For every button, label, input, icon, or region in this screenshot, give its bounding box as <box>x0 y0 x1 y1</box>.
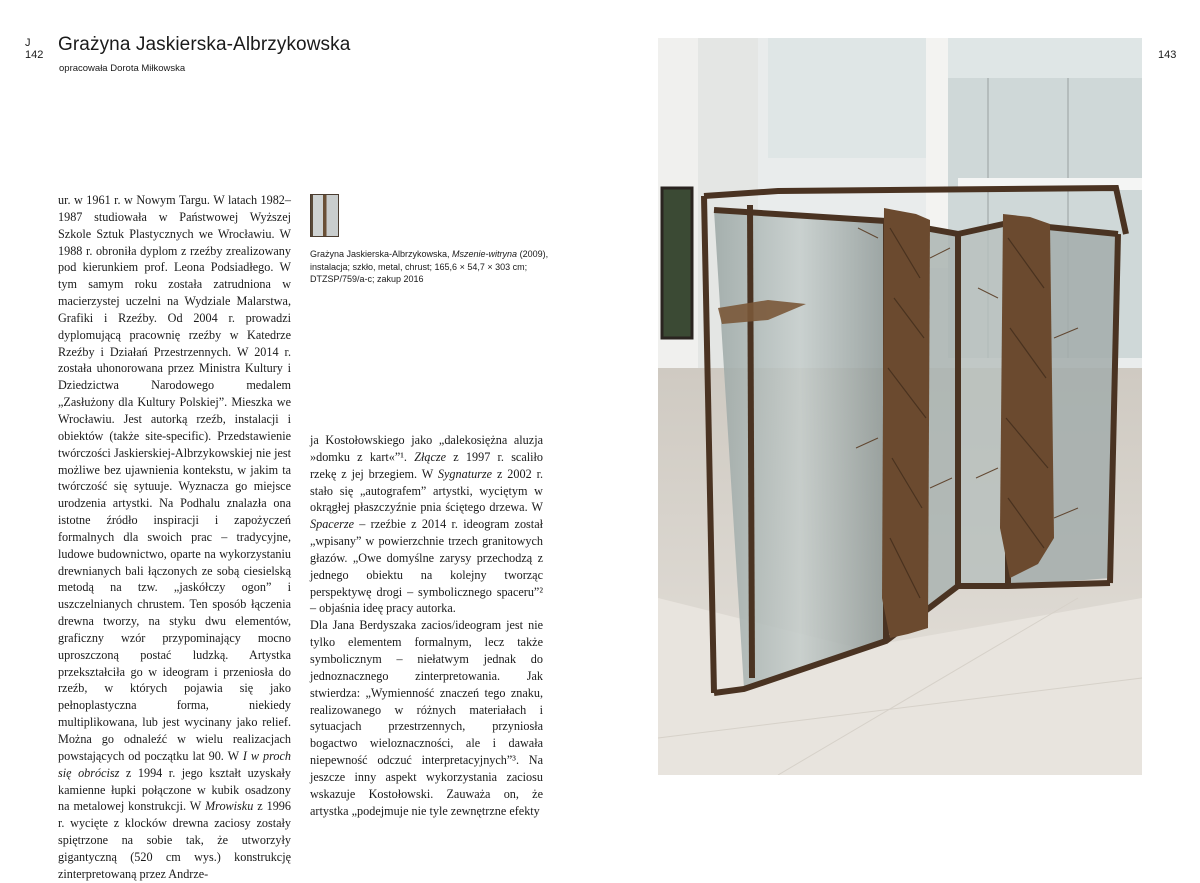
paragraph: Dla Jana Berdyszaka zacios/ideogram jest nie tylko elementem formalnym, lecz także symbolicznym – niełatwym jednak do jednoznacznego zinterpretowania. Jak stwierdza: „Wymienność znaczeń tego znaku, realizowanego w różnych materiałach i sytuacjach przestrzennych, przyniosła bogactwo wieloznaczności, ale i dawała niepewność odczuć interpretacyjnych”³. Na jeszcze inny aspekt wykorzystania zaciosu wskazuje Kostołowski. Zauważa on, że artystka „podejmuje nie tyle zewnętrzne efekty <box>310 618 543 818</box>
installation-photo <box>658 38 1142 775</box>
text-run: ja Kostołowskiego jako „dalekosiężna aluzja »domku z kart«”¹. <box>310 433 543 464</box>
body-column-1 <box>58 192 291 883</box>
body-column-2 <box>310 432 543 819</box>
page-number-left: 142 <box>25 49 44 61</box>
work-title: Mrowisku <box>205 799 254 814</box>
caption-inventory: DTZSP/759/a-c; zakup 2016 <box>310 274 424 284</box>
figure-caption <box>310 248 550 286</box>
byline: opracowała Dorota Miłkowska <box>59 63 186 74</box>
work-title: Złącze <box>414 449 447 464</box>
caption-details: instalacja; szkło, metal, chrust; 165,6 × 54,7 × 303 cm; <box>310 261 528 272</box>
work-title: Sygnaturze <box>437 466 493 481</box>
text-run: z 1997 r. scaliło rzekę z jej brzegiem. W <box>310 449 544 481</box>
text-run: z 2002 r. stało się „autografem” artystki, wyciętym w okrągłej płaszczyźnie pnia ściętego drzewa. W <box>310 466 544 515</box>
text-run: z 1996 r. wycięte z klocków drewna zaciosy zostały spiętrzone na sobie tak, że utworzyły gigantyczną (520 cm wys.) konstrukcję zinterpretowaną przez Andrze- <box>58 799 291 881</box>
caption-artist: Grażyna Jaskierska-Albrzykowska, <box>310 249 453 259</box>
paragraph <box>58 192 291 883</box>
page-title: Grażyna Jaskierska-Albrzykowska <box>58 34 351 55</box>
caption-work-title: Mszenie-witryna <box>452 249 518 259</box>
paragraph <box>310 432 543 617</box>
thumbnail-image <box>310 194 339 237</box>
work-title: Spacerze <box>310 517 354 532</box>
work-title: I w proch się obrócisz <box>58 748 292 780</box>
caption-year: (2009), <box>517 249 549 259</box>
page-number-right: 143 <box>1158 49 1177 61</box>
text-run: z 1994 r. jego kształt uzyskały kamienne łupki połączone w kubik osadzony na metalowej konstrukcji. W <box>58 765 291 814</box>
section-letter: J <box>25 37 31 49</box>
text-run: – rzeźbie z 2014 r. ideogram został „wpisany” w powierzchnie trzech granitowych głazów. „Owe domyślne zarysy przechodzą z jednego obiektu na kolejny tworząc perspektywę drogi – symbolicznego spaceru”² – objaśnia ideę pracy autorka. <box>310 517 543 616</box>
text-run: ur. w 1961 r. w Nowym Targu. W latach 1982–1987 studiowała w Państwowej Wyższej Szkole Sztuk Plastycznych we Wrocławiu. W 1988 r. obroniła dyplom z rzeźby zrealizowany pod kierunkiem prof. Leona Podsiadłego. W tym samym roku została zatrudniona w macierzystej uczelni na Wydziale Malarstwa, Grafiki i Rzeźby. Od 2004 r. prowadzi dyplomującą pracownię rzeźby w Katedrze Rzeźby i Działań Przestrzennych. W 2014 r. została uhonorowana przez Ministra Kultury i Dziedzictwa Narodowego medalem „Zasłużony dla Kultury Polskiej”. Mieszka we Wrocławiu. Jest autorką rzeźb, instalacji i obiektów (także site-specific). Przedstawienie twórczości Jaskierskiej-Albrzykowskiej nie jest możliwe bez ujawnienia kontekstu, w jakim ta twórczość się sytuuje. Wyznacza go miejsce urodzenia artystki. Na Podhalu znalazła ona istotne źródło inspiracji i zapożyczeń formalnych dla swoich prac – tradycyjne, ludowe budownictwo, oparte na wykorzystaniu drewnianych bali łączonych ze sobą ciesielską metodą na tzw. „jaskółczy ogon” i uszczelnianych chrustem. Ten sposób łączenia drewna tworzy, na styku dwu elementów, graficzny wzór przypominający mocno uproszczoną postać ludzką. Artystka przekształciła go w ideogram i przeniosła do rzeźb, w których pojawia się jako pełnoplastyczna forma, niekiedy multiplikowana, lub jest wycinany jako relief. Można go odnaleźć w wielu realizacjach powstających od początku lat 90. W <box>58 193 291 763</box>
